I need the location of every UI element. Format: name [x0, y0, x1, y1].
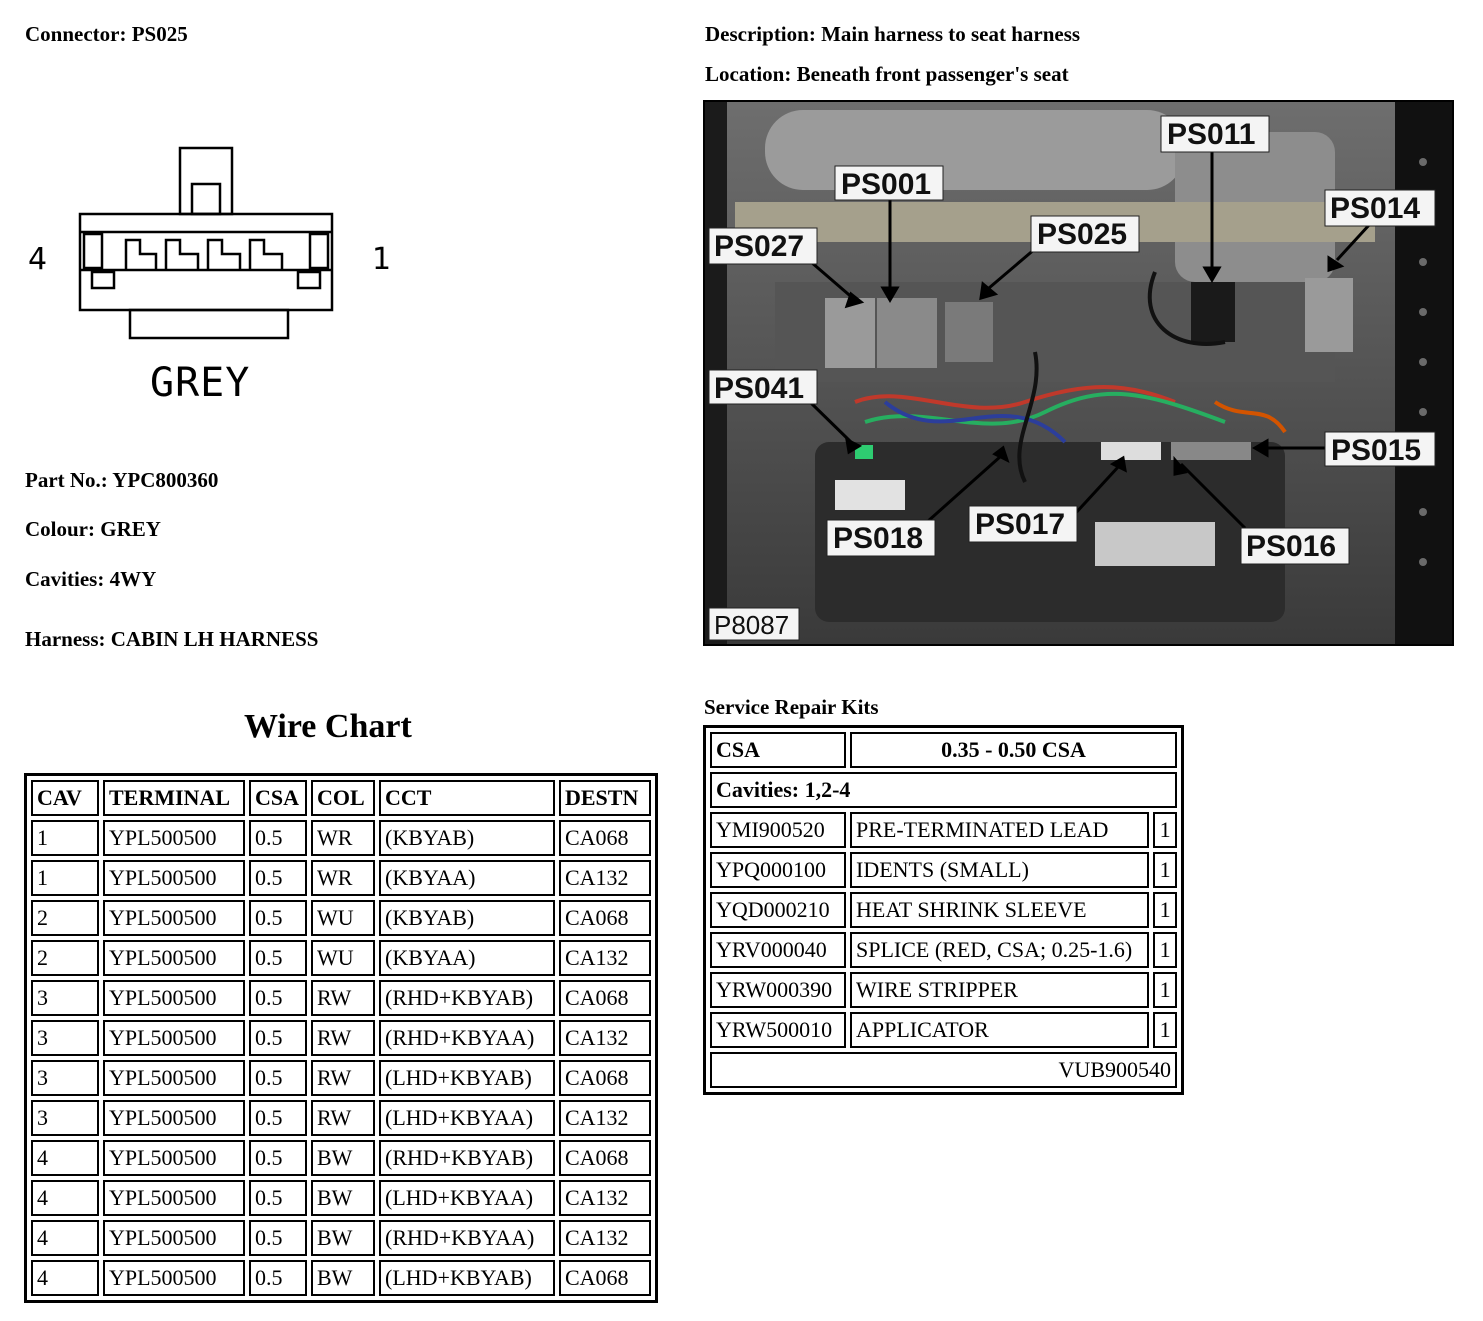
list-item	[710, 972, 1177, 1008]
cell-destn: CA068	[559, 1260, 651, 1296]
cell-cct: (LHD+KBYAA)	[379, 1100, 555, 1136]
cell-csa: 0.5	[249, 1260, 307, 1296]
cell-col: RW	[311, 1020, 375, 1056]
photo-ref: P8087	[714, 610, 790, 640]
callout-ps041: PS041	[714, 372, 805, 405]
cell-terminal: YPL500500	[103, 1060, 245, 1096]
cell-cct: (KBYAB)	[379, 820, 555, 856]
cell-csa: 0.5	[249, 860, 307, 896]
cell-destn: CA132	[559, 940, 651, 976]
cell-col: WR	[311, 820, 375, 856]
table-row	[31, 1060, 651, 1096]
cell-csa: 0.5	[249, 1140, 307, 1176]
cell-cct: (LHD+KBYAA)	[379, 1180, 555, 1216]
cell-cav: 3	[31, 980, 99, 1016]
cell-csa: 0.5	[249, 1220, 307, 1256]
cell-terminal: YPL500500	[103, 1020, 245, 1056]
table-row	[31, 1180, 651, 1216]
seat-harness-photo	[705, 102, 1452, 644]
kit-part-number: YRW500010	[710, 1012, 846, 1048]
kit-quantity: 1	[1153, 852, 1177, 888]
cell-col: RW	[311, 1100, 375, 1136]
cell-csa: 0.5	[249, 1100, 307, 1136]
table-row	[31, 980, 651, 1016]
list-item	[710, 812, 1177, 848]
pin-number-left: 4	[28, 242, 48, 277]
kit-description: IDENTS (SMALL)	[850, 852, 1149, 888]
cell-cct: (KBYAA)	[379, 860, 555, 896]
cell-terminal: YPL500500	[103, 900, 245, 936]
list-item	[710, 892, 1177, 928]
table-row	[31, 1220, 651, 1256]
location: Location: Beneath front passenger's seat	[705, 62, 1069, 86]
kits-cavities: Cavities: 1,2-4	[710, 772, 1177, 808]
cell-destn: CA132	[559, 1180, 651, 1216]
cell-csa: 0.5	[249, 900, 307, 936]
header-cct: CCT	[379, 780, 555, 816]
table-row	[31, 1260, 651, 1296]
cell-cav: 1	[31, 820, 99, 856]
connector-colour-label: GREY	[150, 360, 251, 406]
kit-part-number: YRW000390	[710, 972, 846, 1008]
table-row	[31, 860, 651, 896]
cell-csa: 0.5	[249, 1020, 307, 1056]
cell-col: RW	[311, 1060, 375, 1096]
list-item	[710, 852, 1177, 888]
kit-part-number: YMI900520	[710, 812, 846, 848]
table-row	[31, 820, 651, 856]
kits-cavities-row	[710, 772, 1177, 808]
cell-cav: 4	[31, 1140, 99, 1176]
cell-destn: CA068	[559, 900, 651, 936]
header-csa: CSA	[249, 780, 307, 816]
cell-terminal: YPL500500	[103, 860, 245, 896]
service-kits-title: Service Repair Kits	[704, 695, 879, 719]
kit-description: WIRE STRIPPER	[850, 972, 1149, 1008]
kits-code-row	[710, 1052, 1177, 1088]
cell-cct: (KBYAA)	[379, 940, 555, 976]
list-item	[710, 1012, 1177, 1048]
kit-code: VUB900540	[710, 1052, 1177, 1088]
cell-col: BW	[311, 1140, 375, 1176]
kit-description: HEAT SHRINK SLEEVE	[850, 892, 1149, 928]
pin-number-right: 1	[372, 242, 392, 277]
callout-ps018: PS018	[833, 522, 924, 555]
cavities: Cavities: 4WY	[25, 567, 157, 591]
cell-col: BW	[311, 1260, 375, 1296]
kit-description: APPLICATOR	[850, 1012, 1149, 1048]
cell-terminal: YPL500500	[103, 1180, 245, 1216]
cell-cct: (RHD+KBYAB)	[379, 980, 555, 1016]
cell-terminal: YPL500500	[103, 940, 245, 976]
cell-cav: 3	[31, 1060, 99, 1096]
callout-ps017: PS017	[975, 508, 1066, 541]
kits-csa-row	[710, 732, 1177, 768]
cell-destn: CA132	[559, 1220, 651, 1256]
cell-cav: 2	[31, 940, 99, 976]
cell-col: WR	[311, 860, 375, 896]
kit-quantity: 1	[1153, 812, 1177, 848]
location-photo	[703, 100, 1454, 646]
kit-part-number: YPQ000100	[710, 852, 846, 888]
cell-csa: 0.5	[249, 1060, 307, 1096]
cell-csa: 0.5	[249, 940, 307, 976]
cell-destn: CA068	[559, 1060, 651, 1096]
kit-quantity: 1	[1153, 972, 1177, 1008]
list-item	[710, 932, 1177, 968]
cell-col: WU	[311, 940, 375, 976]
cell-terminal: YPL500500	[103, 1100, 245, 1136]
kit-quantity: 1	[1153, 932, 1177, 968]
callout-ps001: PS001	[841, 168, 932, 201]
callout-ps011: PS011	[1167, 118, 1256, 151]
harness: Harness: CABIN LH HARNESS	[25, 627, 319, 651]
part-number: Part No.: YPC800360	[25, 468, 219, 492]
table-row	[31, 900, 651, 936]
cell-terminal: YPL500500	[103, 980, 245, 1016]
header-col: COL	[311, 780, 375, 816]
cell-cct: (RHD+KBYAB)	[379, 1140, 555, 1176]
cell-col: BW	[311, 1220, 375, 1256]
connector-diagram	[28, 146, 392, 406]
header-destn: DESTN	[559, 780, 651, 816]
connector-label: Connector: PS025	[25, 22, 188, 46]
cell-cct: (LHD+KBYAB)	[379, 1060, 555, 1096]
callout-ps015: PS015	[1331, 434, 1422, 467]
cell-destn: CA132	[559, 1100, 651, 1136]
table-row	[31, 1140, 651, 1176]
wire-chart-title: Wire Chart	[244, 708, 412, 745]
cell-terminal: YPL500500	[103, 1220, 245, 1256]
wire-chart-header-row	[31, 780, 651, 816]
cell-col: WU	[311, 900, 375, 936]
callout-ps016: PS016	[1246, 530, 1337, 563]
cell-col: BW	[311, 1180, 375, 1216]
service-kits-table	[703, 725, 1184, 1095]
description: Description: Main harness to seat harness	[705, 22, 1081, 46]
header-terminal: TERMINAL	[103, 780, 245, 816]
cell-col: RW	[311, 980, 375, 1016]
cell-destn: CA068	[559, 820, 651, 856]
cell-cav: 4	[31, 1220, 99, 1256]
cell-terminal: YPL500500	[103, 1260, 245, 1296]
kit-part-number: YQD000210	[710, 892, 846, 928]
kit-part-number: YRV000040	[710, 932, 846, 968]
cell-cct: (KBYAB)	[379, 900, 555, 936]
cell-csa: 0.5	[249, 820, 307, 856]
kits-csa-value: 0.35 - 0.50 CSA	[850, 732, 1177, 768]
cell-cav: 2	[31, 900, 99, 936]
wire-chart-table	[24, 773, 658, 1303]
cell-terminal: YPL500500	[103, 820, 245, 856]
header-cav: CAV	[31, 780, 99, 816]
cell-cav: 4	[31, 1180, 99, 1216]
kit-quantity: 1	[1153, 892, 1177, 928]
callout-ps025: PS025	[1037, 218, 1128, 251]
cell-cav: 3	[31, 1100, 99, 1136]
callout-ps027: PS027	[714, 230, 805, 263]
cell-cct: (RHD+KBYAA)	[379, 1220, 555, 1256]
cell-cav: 4	[31, 1260, 99, 1296]
cell-cct: (RHD+KBYAA)	[379, 1020, 555, 1056]
kit-description: PRE-TERMINATED LEAD	[850, 812, 1149, 848]
cell-destn: CA132	[559, 1020, 651, 1056]
colour: Colour: GREY	[25, 517, 161, 541]
cell-terminal: YPL500500	[103, 1140, 245, 1176]
cell-csa: 0.5	[249, 980, 307, 1016]
cell-destn: CA132	[559, 860, 651, 896]
kits-csa-label: CSA	[710, 732, 846, 768]
cell-cav: 1	[31, 860, 99, 896]
kit-description: SPLICE (RED, CSA; 0.25-1.6)	[850, 932, 1149, 968]
cell-cct: (LHD+KBYAB)	[379, 1260, 555, 1296]
table-row	[31, 1020, 651, 1056]
cell-destn: CA068	[559, 980, 651, 1016]
table-row	[31, 940, 651, 976]
table-row	[31, 1100, 651, 1136]
callout-ps014: PS014	[1330, 192, 1421, 225]
kit-quantity: 1	[1153, 1012, 1177, 1048]
cell-csa: 0.5	[249, 1180, 307, 1216]
cell-cav: 3	[31, 1020, 99, 1056]
cell-destn: CA068	[559, 1140, 651, 1176]
